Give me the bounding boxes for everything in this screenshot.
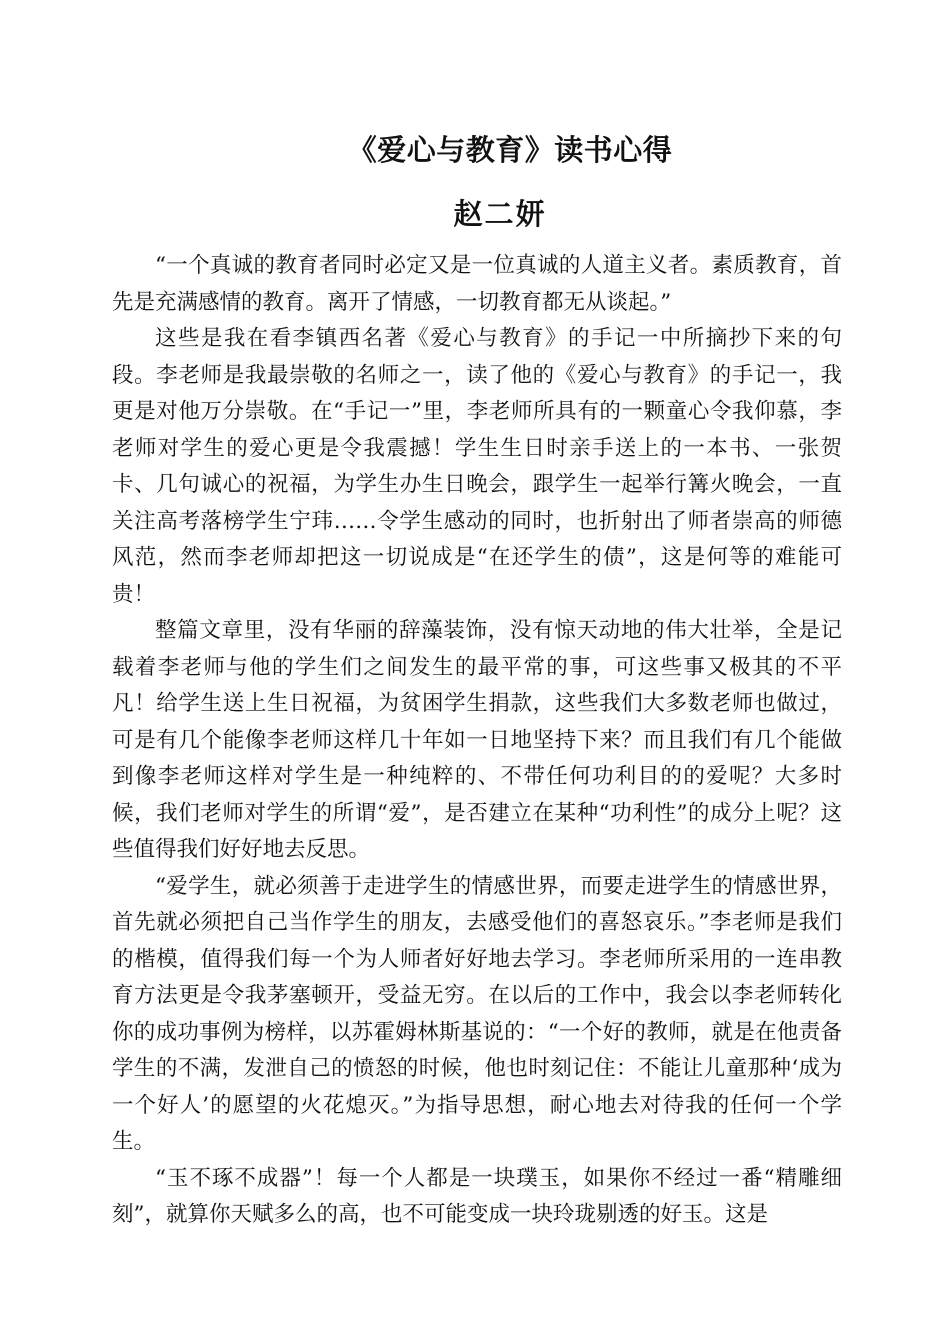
paragraph-3: 整篇文章里，没有华丽的辞藻装饰，没有惊天动地的伟大壮举，全是记载着李老师与他的学生们之间发生的最平常的事，可这些事又极其的不平凡！给学生送上生日祝福，为贫困学生捐款，这些我们大多数老师也做过，可是有几个能像李老师这样几十年如一日地坚持下来？而且我们有几个能做到像李老师这样对学生是一种纯粹的、不带任何功利目的的爱呢？大多时候，我们老师对学生的所谓“爱”，是否建立在某种“功利性”的成分上呢？这些值得我们好好地去反思。	[112, 618, 842, 862]
document-title: 《爱心与教育》读书心得	[347, 133, 673, 167]
paragraph-2: 这些是我在看李镇西名著《爱心与教育》的手记一中所摘抄下来的句段。李老师是我最崇敬的名师之一，读了他的《爱心与教育》的手记一，我更是对他万分崇敬。在“手记一”里，李老师所具有的一颗童心令我仰慕，李老师对学生的爱心更是令我震撼！学生生日时亲手送上的一本书、一张贺卡、几句诚心的祝福，为学生办生日晚会，跟学生一起举行篝火晚会，一直关注高考落榜学生宁玮……令学生感动的同时，也折射出了师者崇高的师德风范，然而李老师却把这一切说成是“在还学生的债”，这是何等的难能可贵！	[112, 326, 842, 607]
document-body	[112, 248, 842, 1234]
paragraph-5: “玉不琢不成器”！每一个人都是一块璞玉，如果你不经过一番“精雕细刻”，就算你天赋多么的高，也不可能变成一块玲珑剔透的好玉。这是	[112, 1165, 842, 1227]
paragraph-4: “爱学生，就必须善于走进学生的情感世界，而要走进学生的情感世界，首先就必须把自己当作学生的朋友，去感受他们的喜怒哀乐。”李老师是我们的楷模，值得我们每一个为人师者好好地去学习。李老师所采用的一连串教育方法更是令我茅塞顿开，受益无穷。在以后的工作中，我会以李老师转化你的成功事例为榜样，以苏霍姆林斯基说的：“一个好的教师，就是在他责备学生的不满，发泄自己的愤怒的时候，他也时刻记住：不能让儿童那种‘成为一个好人’的愿望的火花熄灭。”为指导思想，耐心地去对待我的任何一个学生。	[112, 873, 842, 1154]
paragraph-1: “一个真诚的教育者同时必定又是一位真诚的人道主义者。素质教育，首先是充满感情的教育。离开了情感，一切教育都无从谈起。”	[112, 253, 842, 315]
document-author: 赵二妍	[453, 197, 547, 231]
